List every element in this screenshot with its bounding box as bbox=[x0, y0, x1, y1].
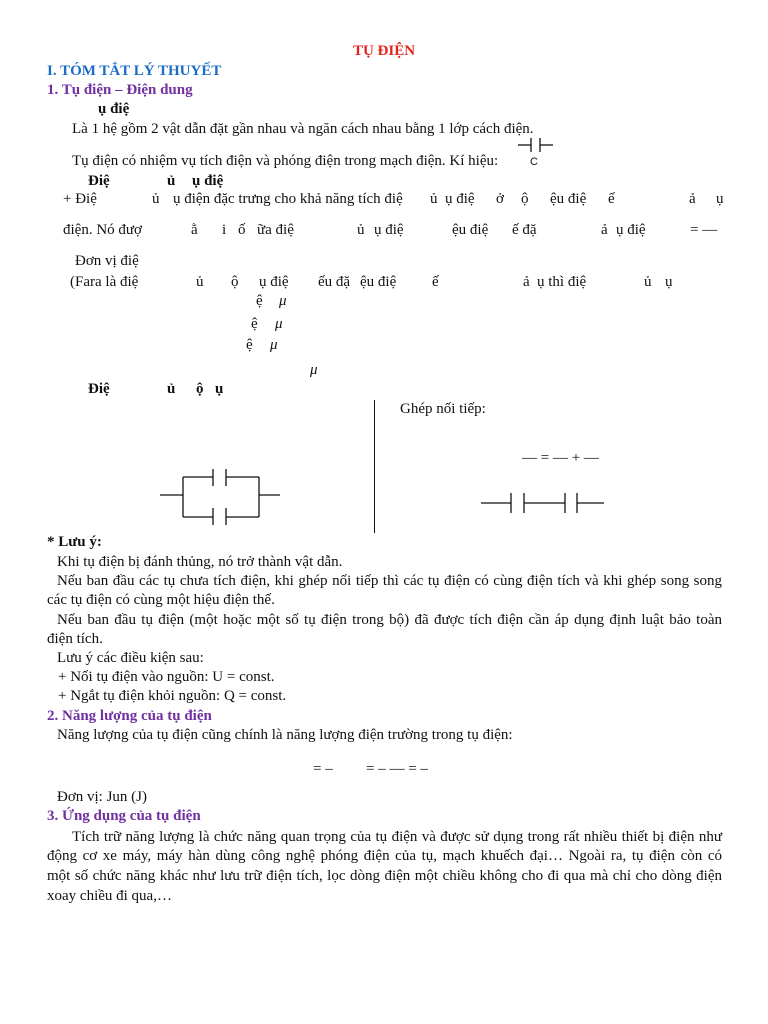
text-fragment: ủ bbox=[644, 274, 652, 290]
column-divider bbox=[374, 400, 375, 533]
text-fragment: ụ điệ bbox=[192, 173, 224, 189]
text-fragment: ụ điệ bbox=[374, 222, 404, 238]
capacitance-line-2 bbox=[0, 221, 768, 240]
text-fragment: ủ bbox=[196, 274, 204, 290]
text-fragment: ệ bbox=[246, 337, 253, 353]
text-fragment: ệu điệ bbox=[452, 222, 489, 238]
subsection-heading-energy: 2. Năng lượng của tụ điện bbox=[47, 708, 212, 724]
note-line: các tụ điện có cùng một hiệu điện thế. bbox=[47, 592, 275, 608]
notes-heading: * Lưu ý: bbox=[47, 534, 102, 550]
unit-heading: Đơn vị điệ bbox=[75, 253, 139, 269]
text-fragment: ủ bbox=[357, 222, 365, 238]
text-fragment: ủ bbox=[430, 191, 438, 207]
text-fragment: ế đặ bbox=[512, 222, 537, 238]
text-fragment: ả bbox=[689, 191, 696, 207]
note-line: điện tích. bbox=[47, 631, 103, 647]
text-fragment: ộ bbox=[231, 274, 239, 290]
text-fragment: + Điệ bbox=[63, 191, 97, 207]
text-fragment: ụ điện đặc trưng cho khả năng tích điệ bbox=[173, 191, 403, 207]
text-fragment: ủ bbox=[167, 381, 176, 397]
text-fragment: ụ bbox=[716, 191, 724, 207]
formula-fragment: = – bbox=[313, 761, 333, 777]
capacitance-line-1 bbox=[0, 190, 768, 209]
energy-formula bbox=[0, 760, 768, 779]
text-fragment: ế bbox=[432, 274, 439, 290]
note-line: Nếu ban đầu tụ điện (một hoặc một số tụ điện trong bộ) đã được tích điện cần áp dụng định luật bảo toàn bbox=[57, 612, 722, 628]
capacitance-heading bbox=[0, 172, 768, 191]
text-fragment: ữa điệ bbox=[257, 222, 294, 238]
text-fragment: ệu điệ bbox=[550, 191, 587, 207]
text-fragment: ệu điệ bbox=[360, 274, 397, 290]
series-label: Ghép nối tiếp: bbox=[400, 401, 486, 417]
applications-line: một số chức năng khác như lưu trữ điện tích, lọc dòng điện một chiều không cho đi qua mà chỉ cho dòng điện bbox=[47, 868, 722, 884]
condition-disconnected: + Ngắt tụ điện khỏi nguồn: Q = const. bbox=[58, 688, 287, 704]
text-fragment: ụ bbox=[665, 274, 673, 290]
micro-symbol: μ bbox=[275, 316, 283, 332]
applications-line: động cơ xe máy, máy hàn dùng công nghệ phóng điện của tụ, mạch khuếch đại… Ngoài ra, tụ điện còn có bbox=[47, 848, 722, 864]
energy-unit: Đơn vị: Jun (J) bbox=[57, 789, 148, 805]
text-fragment: điện. Nó đượ bbox=[63, 222, 142, 238]
text-fragment: ụ thì điệ bbox=[537, 274, 587, 290]
applications-line: xoay chiều đi qua,… bbox=[47, 888, 172, 904]
note-line: Nếu ban đầu các tụ chưa tích điện, khi ghép nối tiếp thì các tụ điện có cùng điện tích và khi ghép song song bbox=[57, 573, 722, 589]
applications-line: Tích trữ năng lượng là chức năng quan trọng của tụ điện và được sử dụng trong rất nhiều thiết bị điện như bbox=[72, 829, 722, 845]
series-formula: — = — + — bbox=[522, 450, 599, 466]
text-fragment: ố bbox=[238, 222, 246, 238]
text-fragment: (Fara là điệ bbox=[70, 274, 139, 290]
text-fragment: ụ điệ bbox=[445, 191, 475, 207]
section-heading-theory: I. TÓM TẮT LÝ THUYẾT bbox=[47, 63, 222, 79]
text-fragment: ả bbox=[523, 274, 530, 290]
definition-heading: ụ điệ bbox=[98, 101, 130, 117]
text-fragment: ệ bbox=[251, 316, 258, 332]
text-fragment: ộ bbox=[521, 191, 529, 207]
formula-fragment: = – –– = – bbox=[366, 761, 428, 777]
capacitance-formula: = — bbox=[690, 222, 718, 238]
condition-connected: + Nối tụ điện vào nguồn: U = const. bbox=[58, 669, 275, 685]
definition-text: Là 1 hệ gồm 2 vật dẫn đặt gần nhau và ngăn cách nhau bằng 1 lớp cách điện. bbox=[72, 121, 534, 137]
subsection-heading-applications: 3. Ứng dụng của tụ điện bbox=[47, 808, 201, 824]
note-line: Lưu ý các điều kiện sau: bbox=[57, 650, 204, 666]
function-text: Tụ điện có nhiệm vụ tích điện và phóng điện trong mạch điện. Kí hiệu: bbox=[72, 153, 499, 169]
text-fragment: ả bbox=[601, 222, 608, 238]
text-fragment: ụ điệ bbox=[616, 222, 646, 238]
micro-symbol: μ bbox=[270, 337, 278, 353]
energy-text: Năng lượng của tụ điện cũng chính là năng lượng điện trường trong tụ điện: bbox=[57, 727, 513, 743]
capacitor-bank-heading bbox=[0, 380, 768, 399]
unit-extra bbox=[0, 361, 768, 380]
text-fragment: Điệ bbox=[88, 381, 110, 397]
parallel-capacitors-diagram bbox=[155, 462, 285, 532]
capacitor-symbol-label: C bbox=[530, 156, 538, 168]
series-capacitors-diagram bbox=[478, 490, 608, 516]
text-fragment: ủ bbox=[152, 191, 160, 207]
micro-symbol: μ bbox=[279, 293, 287, 309]
text-fragment: Điệ bbox=[88, 173, 110, 189]
capacitor-symbol-icon bbox=[516, 136, 556, 156]
page-title: TỤ ĐIỆN bbox=[352, 43, 416, 59]
text-fragment: ộ bbox=[196, 381, 204, 397]
text-fragment: ủ bbox=[167, 173, 176, 189]
text-fragment: ụ điệ bbox=[259, 274, 289, 290]
text-fragment: i bbox=[222, 222, 227, 238]
text-fragment: ếu đặ bbox=[318, 274, 351, 290]
micro-symbol: μ bbox=[310, 362, 318, 378]
capacitor-bottom-branch bbox=[183, 508, 259, 525]
capacitor-top-branch bbox=[183, 469, 259, 486]
text-fragment: ở bbox=[496, 191, 504, 207]
unit-conversion bbox=[0, 315, 768, 334]
note-line: Khi tụ điện bị đánh thủng, nó trở thành vật dẫn. bbox=[57, 554, 343, 570]
text-fragment: ệ bbox=[256, 293, 263, 309]
subsection-heading-capacitor: 1. Tụ điện – Điện dung bbox=[47, 82, 193, 98]
unit-conversion bbox=[0, 292, 768, 311]
unit-line bbox=[0, 273, 768, 292]
text-fragment: ụ bbox=[215, 381, 224, 397]
text-fragment: ế bbox=[608, 191, 615, 207]
text-fragment: ằ bbox=[191, 222, 198, 238]
unit-conversion bbox=[0, 336, 768, 355]
